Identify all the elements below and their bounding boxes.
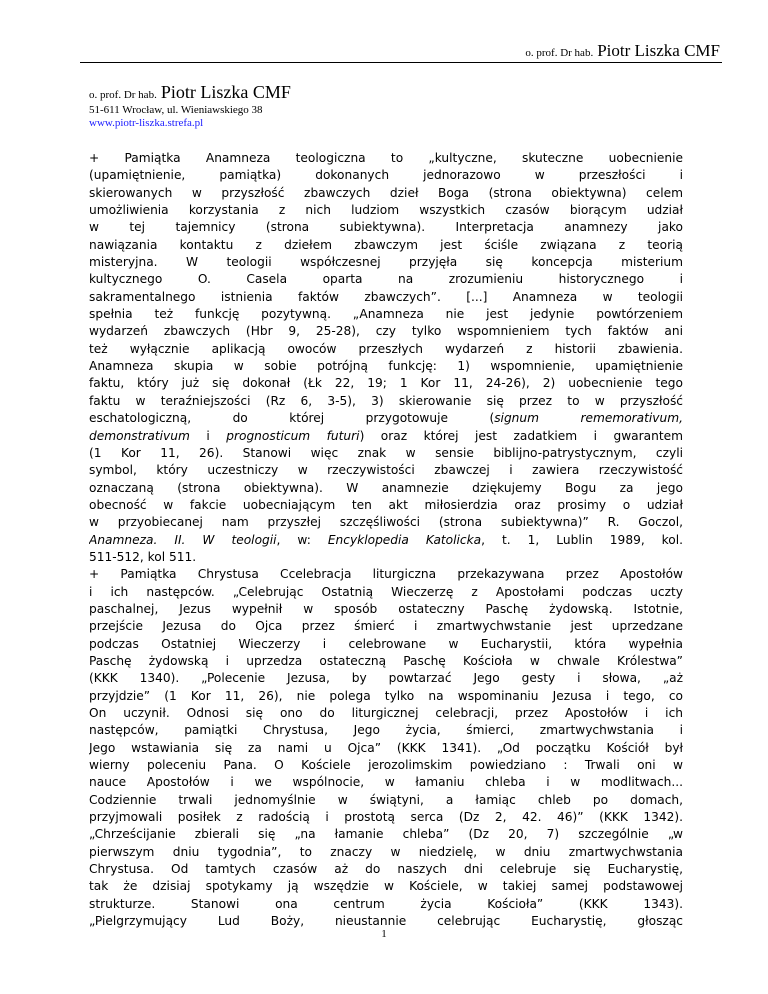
text-line: Anamneza skupia w sobie potrójną funkcję: 1) wspomnienie, upamiętnienie: [89, 359, 683, 374]
text-line: faktu w teraźniejszości (Rz 6, 3-5), 3) skierowanie się przez to w przyszłość: [89, 393, 683, 408]
text-line: symbol, który uczestniczy w rzeczywistości zbawczej i zawiera rzeczywistość: [89, 463, 683, 478]
page-number: 1: [381, 928, 387, 940]
text-line: obecność w fakcie uobecniającym ten akt miłosierdzia oraz prosimy o udział: [89, 497, 683, 512]
text-line: misteryjna. W teologii współczesnej przyjęła się koncepcja misterium: [89, 255, 683, 270]
text-line-mixed: [89, 410, 683, 427]
text-segment: , t. 1, Lublin 1989, kol.: [481, 532, 683, 547]
text-line: też wyłącznie aplikacją owoców przeszłych wydarzeń z historii zbawienia.: [89, 341, 683, 356]
text-line: w przyobiecanej nam przyszłej szczęśliwości (strona subiektywna)” R. Goczol,: [89, 515, 683, 530]
latin-term: demonstrativum: [89, 428, 190, 443]
author-address: 51-611 Wrocław, ul. Wieniawskiego 38: [89, 104, 263, 117]
text-line: przejście Jezusa do Ojca przez śmierć i zmartwychwstanie jest uprzedzane: [89, 619, 683, 634]
latin-term: prognosticum futuri: [226, 428, 360, 443]
text-line: pierwszym dniu tygodnia”, to znaczy w niedzielę, w dniu zmartwychwstania: [89, 844, 683, 859]
text-line: następców, pamiątki Chrystusa, Jego życia, śmierci, zmartwychwstania i: [89, 723, 683, 738]
text-line: + Pamiątka Anamneza teologiczna to „kultyczne, skuteczne uobecnienie: [89, 151, 683, 165]
text-line: faktu, który już się dokonał (Łk 22, 19; 1 Kor 11, 24-26), 2) uobecnienie tego: [89, 376, 683, 391]
text-line: (upamiętnienie, pamiątka) dokonanych jednorazowo w przeszłości i: [89, 168, 683, 183]
text-line: wydarzeń zbawczych (Hbr 9, 25-28), czy tylko wspomnieniem tych faktów ani: [89, 324, 683, 339]
text-line: wierny poleceniu Pana. O Kościele jerozolimskim powiedziano : Trwali oni w: [89, 758, 683, 773]
text-line: Chrystusa. Od tamtych czasów aż do naszych dni celebruje się Eucharystię,: [89, 862, 683, 877]
text-line: spełnia też funkcję pozytywną. „Anamneza nie jest jedynie powtórzeniem: [89, 307, 683, 322]
text-line: umożliwienia korzystania z nich ludziom wszystkich czasów biorącym udział: [89, 203, 683, 218]
header-divider: [80, 62, 722, 63]
text-line: skierowanych w przyszłość zbawczych dzieł Boga (strona obiektywna) celem: [89, 185, 683, 200]
text-line-mixed: [89, 532, 683, 549]
text-line: Paschę żydowską i uprzedza ostateczną Paschę Kościoła w chwale Królestwa”: [89, 653, 683, 668]
running-header: [525, 42, 720, 60]
text-line: „Chrześcijanie zbierali się „na łamanie chleba” (Dz 20, 7) szczególnie „w: [89, 827, 683, 842]
text-segment: i: [206, 428, 210, 443]
text-line: „Pielgrzymujący Lud Boży, nieustannie celebrując Eucharystię, głosząc: [89, 914, 683, 929]
document-body: [89, 150, 683, 930]
text-line: On uczynił. Odnosi się ono do liturgicznej celebracji, przez Apostołów i ich: [89, 706, 683, 720]
citation-source: Encyklopedia Katolicka: [327, 532, 482, 547]
text-line: kultycznego O. Casela oparta na zrozumieniu historycznego i: [89, 272, 683, 287]
text-segment: , w:: [276, 532, 311, 547]
latin-term: signum rememorativum,: [494, 411, 683, 426]
text-line: (1 Kor 11, 26). Stanowi więc znak w sensie biblijno-patrystycznym, czyli: [89, 445, 683, 460]
text-line: nauce Apostołów i we wspólnocie, w łamaniu chleba i w modlitwach...: [89, 775, 683, 790]
text-line: (KKK 1340). „Polecenie Jezusa, by powtarzać Jego gesty i słowa, „aż: [89, 671, 683, 686]
citation-title: Anamneza. II. W teologii: [89, 532, 277, 547]
text-line: w tej tajemnicy (strona subiektywna). Interpretacja anamnezy jako: [89, 220, 683, 235]
text-line: Codziennie trwali jednomyślnie w świątyni, a łamiąc chleb po domach,: [89, 792, 683, 807]
text-segment: ) oraz której jest zadatkiem i gwarantem: [359, 428, 683, 443]
running-header-name: Piotr Liszka CMF: [597, 41, 720, 60]
text-line: tak że dzisiaj spotykamy ją wszędzie w Kościele, w takiej samej podstawowej: [89, 879, 683, 894]
text-line: + Pamiątka Chrystusa Ccelebracja liturgiczna przekazywana przez Apostołów: [89, 567, 683, 582]
text-line: oznaczaną (strona obiektywna). W anamnezie dziękujemy Bogu za jego: [89, 480, 683, 495]
text-line: podczas Ostatniej Wieczerzy i celebrowane w Eucharystii, która wypełnia: [89, 636, 683, 651]
text-line: i ich następców. „Celebrując Ostatnią Wieczerzę z Apostołami podczas uczty: [89, 584, 683, 599]
author-website-link[interactable]: www.piotr-liszka.strefa.pl: [89, 117, 204, 130]
text-line: Jego wstawiania się za nami u Ojca” (KKK 1341). „Od początku Kościół był: [89, 740, 683, 755]
author-block: [89, 82, 291, 130]
author-prefix: o. prof. Dr hab.: [89, 89, 157, 101]
text-line: sakramentalnego istnienia faktów zbawczych”. [...] Anamneza w teologii: [89, 289, 683, 304]
text-line: przyjdzie” (1 Kor 11, 26), nie polega tylko na wspominaniu Jezusa i tego, co: [89, 688, 683, 703]
text-line: nawiązania kontaktu z dziełem zbawczym jest ściśle związana z teorią: [89, 237, 683, 252]
author-line: [89, 82, 291, 103]
author-name: Piotr Liszka CMF: [160, 82, 291, 102]
text-line: paschalnej, Jezus wypełnił w sposób ostateczny Paschę żydowską. Istotnie,: [89, 601, 683, 616]
running-header-prefix: o. prof. Dr hab.: [525, 47, 594, 59]
text-line: strukturze. Stanowi ona centrum życia Kościoła” (KKK 1343).: [89, 896, 683, 911]
text-segment: eschatologiczną, do której przygotowuje (: [89, 411, 495, 426]
text-line-mixed: [89, 428, 683, 445]
text-line: przyjmowali posiłek z radością i prostotą serca (Dz 2, 42. 46)” (KKK 1342).: [89, 810, 683, 825]
text-line: 511-512, kol 511.: [89, 549, 197, 564]
